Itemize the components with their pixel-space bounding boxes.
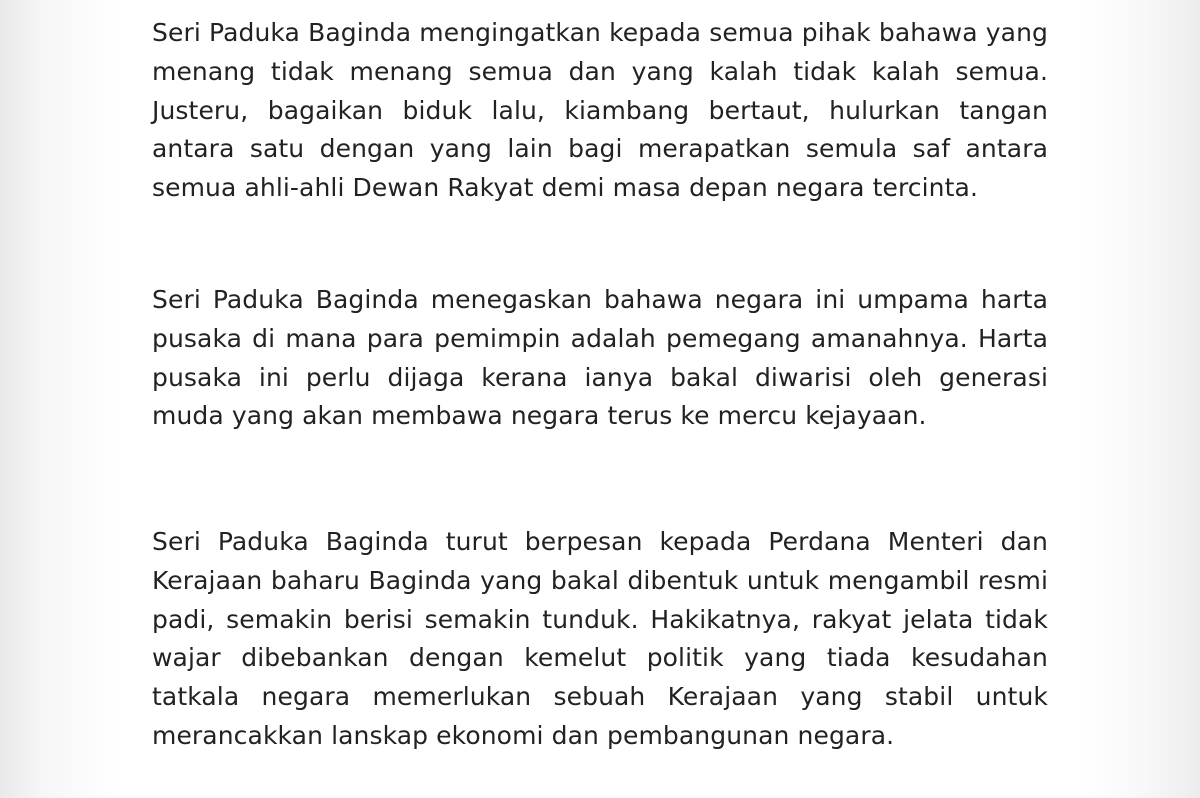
paragraph-2: Seri Paduka Baginda menegaskan bahawa negara ini umpama harta pusaka di mana para pemimpin adalah pemegang amanahnya. Harta pusaka ini perlu dijaga kerana ianya bakal diwarisi oleh generasi muda yang akan membawa negara terus ke mercu kejayaan.: [152, 285, 1048, 431]
paragraph-1: Seri Paduka Baginda mengingatkan kepada semua pihak bahawa yang menang tidak menang semua dan yang kalah tidak kalah semua. Justeru, bagaikan biduk lalu, kiambang bertaut, hulurkan tangan antara satu dengan yang lain bagi merapatkan semula saf antara semua ahli-ahli Dewan Rakyat demi masa depan negara tercinta.: [152, 18, 1048, 203]
paragraph-3: Seri Paduka Baginda turut berpesan kepada Perdana Menteri dan Kerajaan baharu Baginda yang bakal dibentuk untuk mengambil resmi padi, semakin berisi semakin tunduk. Hakikatnya, rakyat jelata tidak wajar dibebankan dengan kemelut politik yang tiada kesudahan tatkala negara memerlukan sebuah Kerajaan yang stabil untuk merancakkan lanskap ekonomi dan pembangunan negara.: [152, 527, 1048, 750]
